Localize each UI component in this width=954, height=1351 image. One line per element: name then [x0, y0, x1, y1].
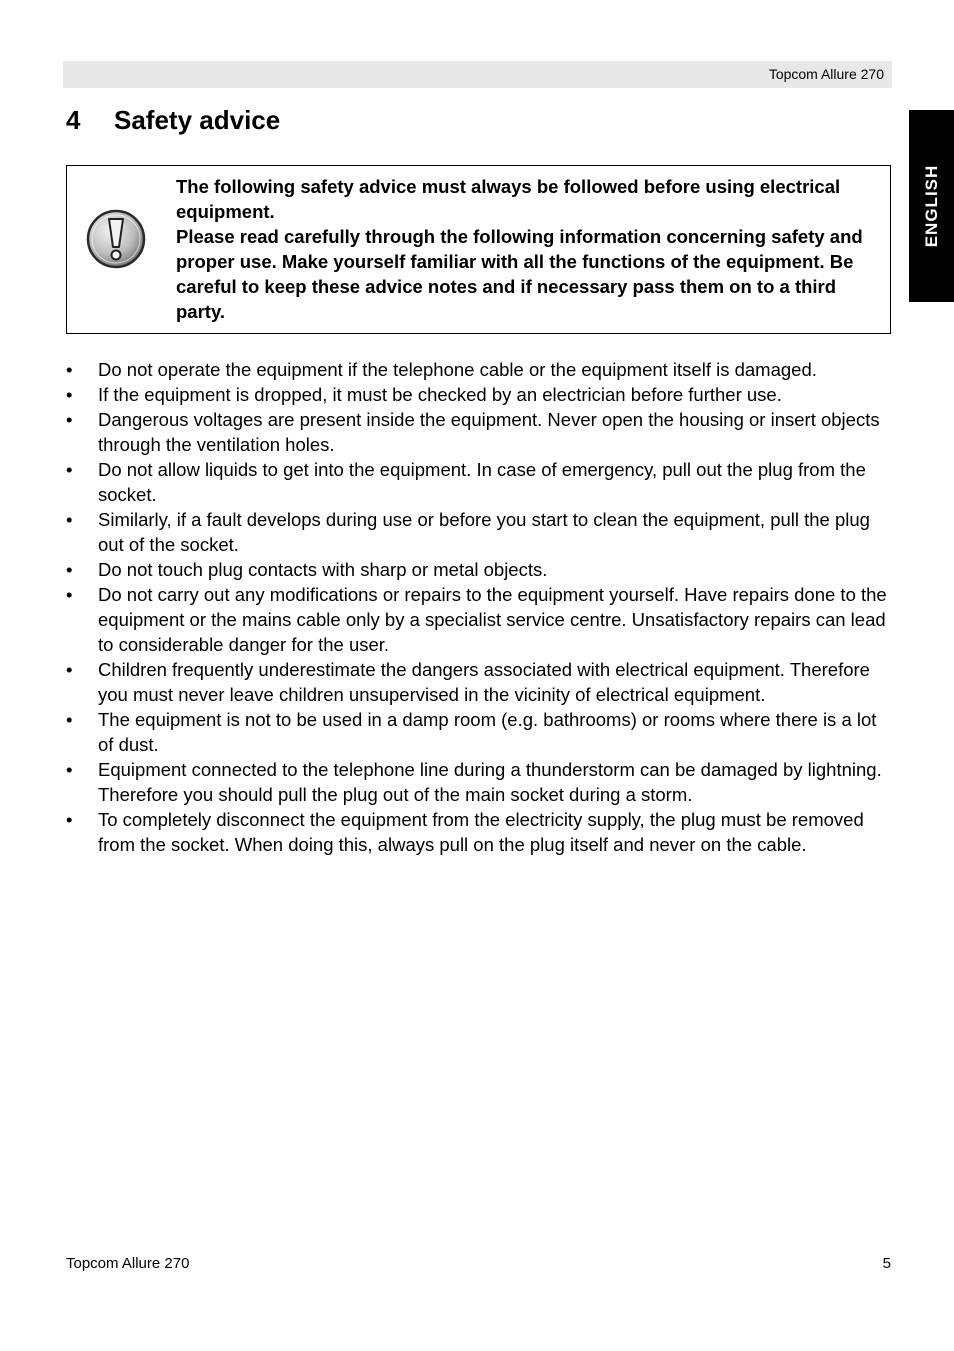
list-item: [66, 457, 892, 507]
section-number: 4: [66, 105, 81, 135]
list-item: [66, 382, 892, 407]
list-item-text: Do not carry out any modifications or repairs to the equipment yourself. Have repairs done to the equipment or the mains cable only by a specialist service centre. Unsatisfactory repairs can lead to considerable danger for the user.: [98, 584, 887, 655]
notice-paragraph-1: The following safety advice must always be followed before using electrical equipment.: [176, 176, 841, 222]
page-number: 5: [882, 1255, 891, 1272]
list-item: [66, 357, 892, 382]
bullet-marker: •: [66, 809, 73, 830]
bullet-marker: •: [66, 584, 73, 605]
header-product-name: Topcom Allure 270: [768, 66, 884, 82]
safety-notice-box: [66, 165, 891, 334]
list-item: [66, 557, 892, 582]
footer-product-name: Topcom Allure 270: [66, 1255, 190, 1272]
list-item: [66, 657, 892, 707]
list-item-text: Similarly, if a fault develops during use or before you start to clean the equipment, pull the plug out of the socket.: [98, 509, 870, 555]
list-item-text: Do not operate the equipment if the telephone cable or the equipment itself is damaged.: [98, 359, 817, 380]
list-item-text: Children frequently underestimate the dangers associated with electrical equipment. Therefore you must never leave children unsupervised in the vicinity of electrical equipment.: [98, 659, 870, 705]
list-item: [66, 707, 892, 757]
bullet-marker: •: [66, 559, 73, 580]
page-header: [63, 61, 892, 88]
safety-advice-list: [66, 357, 892, 857]
list-item: [66, 807, 892, 857]
list-item-text: Dangerous voltages are present inside the equipment. Never open the housing or insert objects through the ventilation holes.: [98, 409, 880, 455]
list-item-text: If the equipment is dropped, it must be checked by an electrician before further use.: [98, 384, 782, 405]
exclamation-warning-icon: [86, 209, 146, 269]
list-item-text: Do not touch plug contacts with sharp or metal objects.: [98, 559, 548, 580]
bullet-marker: •: [66, 759, 73, 780]
section-heading: [66, 104, 280, 136]
list-item: [66, 507, 892, 557]
list-item-text: The equipment is not to be used in a damp room (e.g. bathrooms) or rooms where there is a lot of dust.: [98, 709, 877, 755]
bullet-marker: •: [66, 709, 73, 730]
bullet-marker: •: [66, 659, 73, 680]
list-item-text: Do not allow liquids to get into the equipment. In case of emergency, pull out the plug from the socket.: [98, 459, 866, 505]
notice-text: [176, 174, 881, 324]
section-title: Safety advice: [114, 105, 281, 135]
list-item: [66, 757, 892, 807]
language-tab-label: ENGLISH: [921, 164, 941, 248]
list-item-text: To completely disconnect the equipment from the electricity supply, the plug must be removed from the socket. When doing this, always pull on the plug itself and never on the cable.: [98, 809, 864, 855]
list-item: [66, 407, 892, 457]
bullet-marker: •: [66, 384, 73, 405]
bullet-marker: •: [66, 459, 73, 480]
notice-paragraph-2: Please read carefully through the following information concerning safety and proper use. Make yourself familiar with all the functions of the equipment. Be careful to keep these advice notes and if necessary pass them on to a third party.: [176, 226, 863, 322]
list-item: [66, 582, 892, 657]
bullet-marker: •: [66, 509, 73, 530]
language-tab: [909, 110, 954, 302]
list-item-text: Equipment connected to the telephone line during a thunderstorm can be damaged by lightning. Therefore you should pull the plug out of the main socket during a storm.: [98, 759, 882, 805]
bullet-marker: •: [66, 409, 73, 430]
bullet-marker: •: [66, 359, 73, 380]
